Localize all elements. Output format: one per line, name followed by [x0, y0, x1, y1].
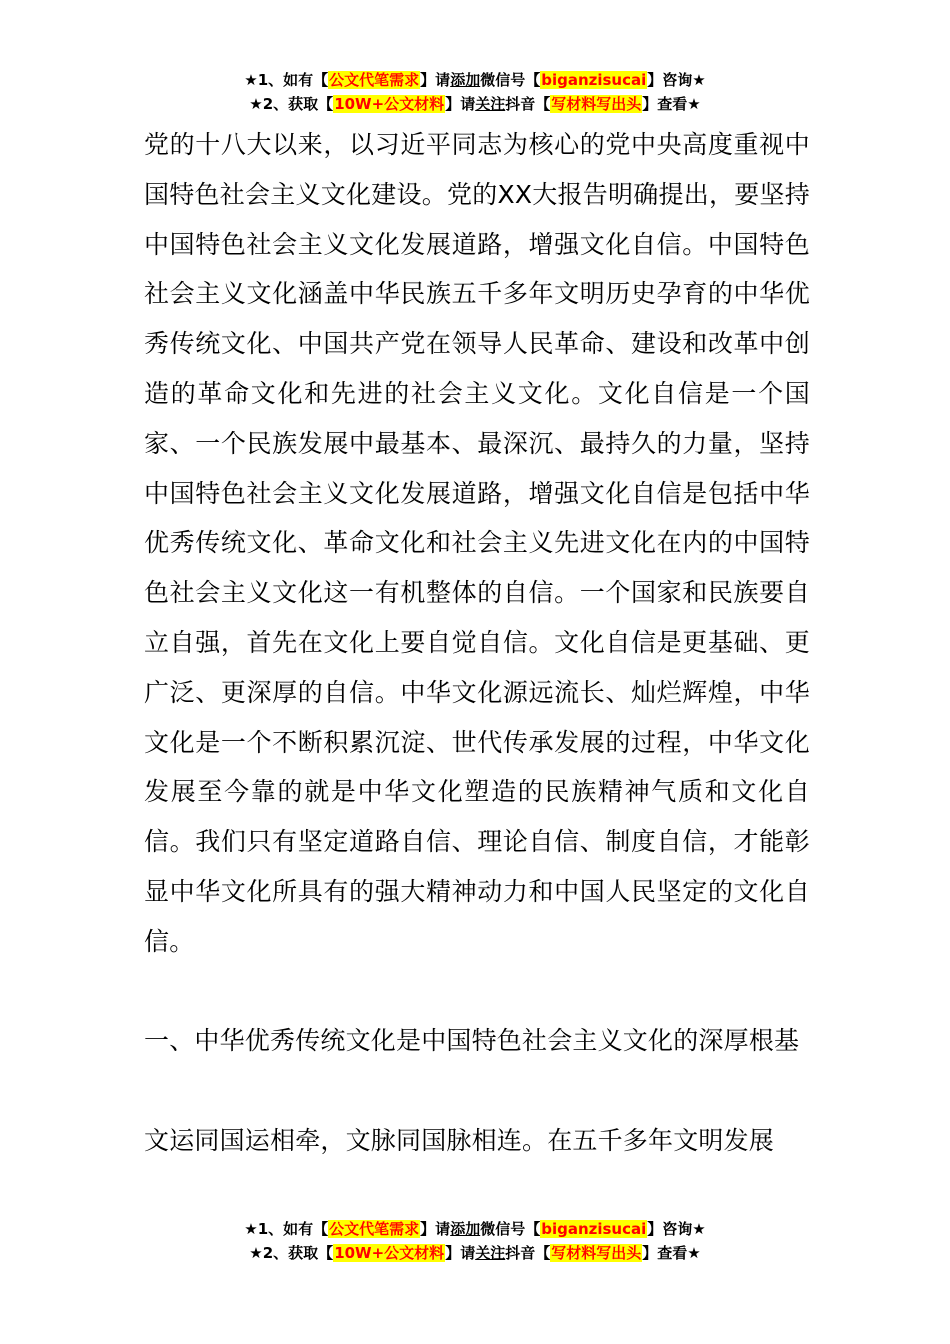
promo-highlight-wechat-id: biganzisucai [541, 1220, 647, 1238]
promo-highlight-materials: 10W+公文材料 [334, 95, 445, 113]
promo-text: 微信号【 [480, 1220, 541, 1238]
promo-text: 】查看★ [642, 1244, 701, 1262]
promo-highlight-materials: 10W+公文材料 [334, 1244, 445, 1262]
footer-promo-banner [0, 1217, 950, 1265]
promo-text: 】咨询★ [647, 71, 706, 89]
promo-highlight-wechat-id: biganzisucai [541, 71, 647, 89]
promo-highlight-service: 公文代笔需求 [329, 1220, 420, 1238]
promo-text: 】查看★ [642, 95, 701, 113]
promo-line-2 [0, 92, 950, 116]
promo-text: 】请 [420, 1220, 451, 1238]
promo-underline-text: 添加 [450, 71, 481, 89]
promo-underline-text: 添加 [450, 1220, 481, 1238]
document-body [144, 120, 810, 1166]
promo-text: ★1、如有【 [244, 1220, 329, 1238]
body-paragraph-intro: 党的十八大以来，以习近平同志为核心的党中央高度重视中国特色社会主义文化建设。党的XX大报告明确提出，要坚持中国特色社会主义文化发展道路，增强文化自信。中国特色社会主义文化涵盖中华民族五千多年文明历史孕育的中华优秀传统文化、中国共产党在领导人民革命、建设和改革中创造的革命文化和先进的社会主义文化。文化自信是一个国家、一个民族发展中最基本、最深沉、最持久的力量，坚持中国特色社会主义文化发展道路，增强文化自信是包括中华优秀传统文化、革命文化和社会主义先进文化在内的中国特色社会主义文化这一有机整体的自信。一个国家和民族要自立自强，首先在文化上要自觉自信。文化自信是更基础、更广泛、更深厚的自信。中华文化源远流长、灿烂辉煌，中华文化是一个不断积累沉淀、世代传承发展的过程，中华文化发展至今靠的就是中华文化塑造的民族精神气质和文化自信。我们只有坚定道路自信、理论自信、制度自信，才能彰显中华文化所具有的强大精神动力和中国人民坚定的文化自信。 [144, 130, 810, 956]
promo-text: ★2、获取【 [249, 1244, 334, 1262]
promo-underline-text: 关注 [475, 1244, 506, 1262]
promo-highlight-service: 公文代笔需求 [329, 71, 420, 89]
promo-underline-text: 关注 [475, 95, 506, 113]
promo-text: 】请 [420, 71, 451, 89]
promo-line-1 [0, 1217, 950, 1241]
paragraph-spacer [144, 967, 810, 1017]
header-promo-banner [0, 68, 950, 116]
promo-text: ★2、获取【 [249, 95, 334, 113]
section-heading-1: 一、中华优秀传统文化是中国特色社会主义文化的深厚根基 [144, 1026, 800, 1056]
promo-line-2 [0, 1241, 950, 1265]
promo-text: 】请 [445, 1244, 476, 1262]
promo-text: ★1、如有【 [244, 71, 329, 89]
promo-text: 抖音【 [505, 1244, 551, 1262]
body-paragraph-2: 文运同国运相牵，文脉同国脉相连。在五千多年文明发展 [144, 1125, 775, 1155]
promo-text: 微信号【 [480, 71, 541, 89]
promo-line-1 [0, 68, 950, 92]
promo-highlight-douyin: 写材料写出头 [551, 95, 642, 113]
promo-text: 】请 [445, 95, 476, 113]
promo-text: 】咨询★ [647, 1220, 706, 1238]
promo-highlight-douyin: 写材料写出头 [551, 1244, 642, 1262]
paragraph-spacer [144, 1066, 810, 1116]
promo-text: 抖音【 [505, 95, 551, 113]
